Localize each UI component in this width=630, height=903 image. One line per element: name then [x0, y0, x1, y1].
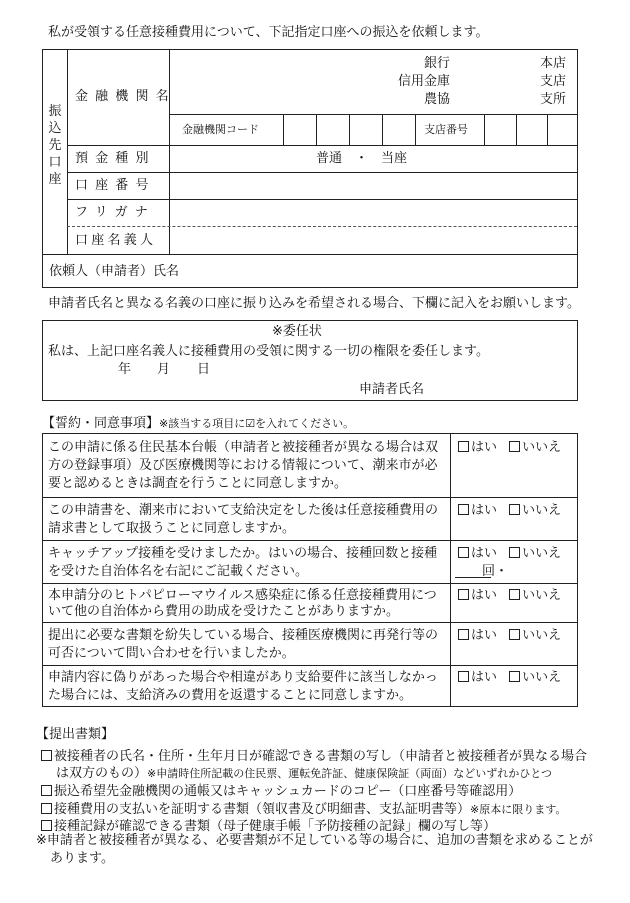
doc-item-2: 振込希望先金融機関の通帳又はキャッシュカードのコピー（口座番号等確認用）	[41, 780, 521, 800]
consent-5-line-2: 可否について問い合わせを行いましたか。	[48, 646, 295, 661]
consent-5-yes-checkbox[interactable]	[458, 629, 469, 640]
delegation-title: ※委任状	[272, 324, 322, 339]
consent-1-line-3: 要と認めるときは調査を行うことに同意しますか。	[48, 476, 348, 491]
consent-1-no-checkbox[interactable]	[509, 441, 520, 452]
documents-heading: 【提出書類】	[36, 727, 115, 742]
documents-footnote-line-1: ※申請者と被接種者が異なる、必要書類が不足している等の場合に、追加の書類を求めることが	[36, 833, 593, 848]
catchup-count-suffix: 回・	[482, 564, 509, 579]
consent-note: ※該当する項目に☑を入れてください。	[159, 417, 355, 430]
bank-type-shinkin: 信用金庫	[397, 74, 450, 89]
account-holder-label: 口座名義人	[75, 233, 157, 248]
branch-code-label: 支店番号	[424, 123, 468, 136]
side-label-2: 込	[48, 121, 62, 136]
consent-2-line-1: この申請書を、潮来市において支給決定をした後は任意接種費用の	[48, 503, 439, 518]
consent-1-options: はい いいえ	[458, 440, 561, 456]
bank-name-label: 金融機関名	[75, 89, 176, 104]
bank-type-nokyo: 農協	[423, 92, 450, 107]
requester-name-label: 依頼人（申請者）氏名	[49, 264, 180, 279]
consent-3-line-2: を受けた自治体名を右記にご記載ください。	[48, 564, 309, 579]
consent-2-options: はい いいえ	[458, 503, 561, 519]
doc-1-checkbox[interactable]	[41, 750, 52, 761]
consent-6-line-2: た場合には、支給済みの費用を返還することに同意しますか。	[48, 688, 413, 703]
date-day: 日	[197, 362, 211, 377]
doc-item-1-cont: は双方のもの）※申請時住所記載の住民票、運転免許証、健康保険証（両面）などいずれかひとつ	[56, 766, 553, 781]
consent-2-line-2: 請求書として取扱うことに同意しますか。	[48, 521, 296, 536]
consent-3-yes-checkbox[interactable]	[458, 547, 469, 558]
consent-5-line-1: 提出に必要な書類を紛失している場合、接種医療機関に再発行等の	[48, 628, 439, 643]
date-month: 月	[157, 362, 171, 377]
consent-6-line-1: 申請内容に偽りがあった場合や相違があり支給要件に該当しなかっ	[48, 670, 438, 685]
consent-6-options: はい いいえ	[458, 670, 561, 686]
delegation-note: 申請者氏名と異なる名義の口座に振り込みを希望される場合、下欄に記入をお願いします。	[48, 296, 580, 311]
consent-3-options: はい いいえ	[458, 546, 561, 562]
consent-6-yes-checkbox[interactable]	[458, 671, 469, 682]
consent-5-no-checkbox[interactable]	[509, 629, 520, 640]
side-label-5: 座	[48, 172, 62, 187]
consent-4-options: はい いいえ	[458, 588, 561, 604]
doc-3-checkbox[interactable]	[41, 803, 52, 814]
consent-1-yes-checkbox[interactable]	[458, 441, 469, 452]
deposit-type-label: 預金種別	[75, 151, 156, 166]
consent-5-options: はい いいえ	[458, 628, 561, 644]
side-label-3: 先	[48, 138, 62, 153]
doc-2-checkbox[interactable]	[41, 785, 52, 796]
side-label-4: 口	[48, 155, 62, 170]
side-label-1: 振	[48, 104, 62, 119]
consent-heading	[42, 412, 354, 432]
branch-type-branch: 支店	[540, 74, 567, 89]
delegation-body: 私は、上記口座名義人に接種費用の受領に関する一切の権限を委任します。	[48, 344, 489, 359]
consent-2-no-checkbox[interactable]	[509, 504, 520, 515]
consent-2-yes-checkbox[interactable]	[458, 504, 469, 515]
intro-text: 私が受領する任意接種費用について、下記指定口座への振込を依頼します。	[48, 25, 489, 40]
consent-3-line-1: キャッチアップ接種を受けましたか。はいの場合、接種回数と接種	[48, 546, 438, 561]
documents-footnote-line-2: あります。	[50, 851, 114, 866]
deposit-type-value[interactable]: 普通 ・ 当座	[316, 151, 408, 166]
consent-title: 【誓約・同意事項】	[42, 416, 160, 431]
doc-item-3: 接種費用の支払いを証明する書類（領収書及び明細書、支払証明書等）※原本に限ります。	[41, 798, 566, 818]
consent-3-no-checkbox[interactable]	[509, 547, 520, 558]
doc-item-4: 接種記録が確認できる書類（母子健康手帳「予防接種の記録」欄の写し等）	[41, 815, 496, 835]
consent-4-line-1: 本申請分のヒトパピローマウイルス感染症に係る任意接種費用につ	[48, 588, 437, 603]
branch-type-main: 本店	[540, 56, 567, 71]
furigana-label: フリガナ	[75, 205, 155, 220]
doc-item-1: 被接種者の氏名・住所・生年月日が確認できる書類の写し（申請者と被接種者が異なる場合	[41, 745, 587, 765]
branch-type-office: 支所	[540, 92, 567, 107]
date-year: 年	[118, 362, 132, 377]
account-number-label: 口座番号	[75, 178, 156, 193]
consent-4-line-2: いて他の自治体から費用の助成を受けたことがありますか。	[48, 604, 400, 619]
bank-code-label: 金融機関コード	[182, 123, 259, 136]
bank-type-bank: 銀行	[423, 56, 450, 71]
signer-label: 申請者氏名	[359, 382, 425, 397]
consent-4-no-checkbox[interactable]	[509, 589, 520, 600]
doc-4-checkbox[interactable]	[41, 820, 52, 831]
consent-4-yes-checkbox[interactable]	[458, 589, 469, 600]
consent-1-line-2: 方の登録事項）及び医療機関等における情報について、潮来市が必	[48, 458, 438, 473]
consent-6-no-checkbox[interactable]	[509, 671, 520, 682]
consent-1-line-1: この申請に係る住民基本台帳（申請者と被接種者が異なる場合は双	[48, 440, 439, 455]
